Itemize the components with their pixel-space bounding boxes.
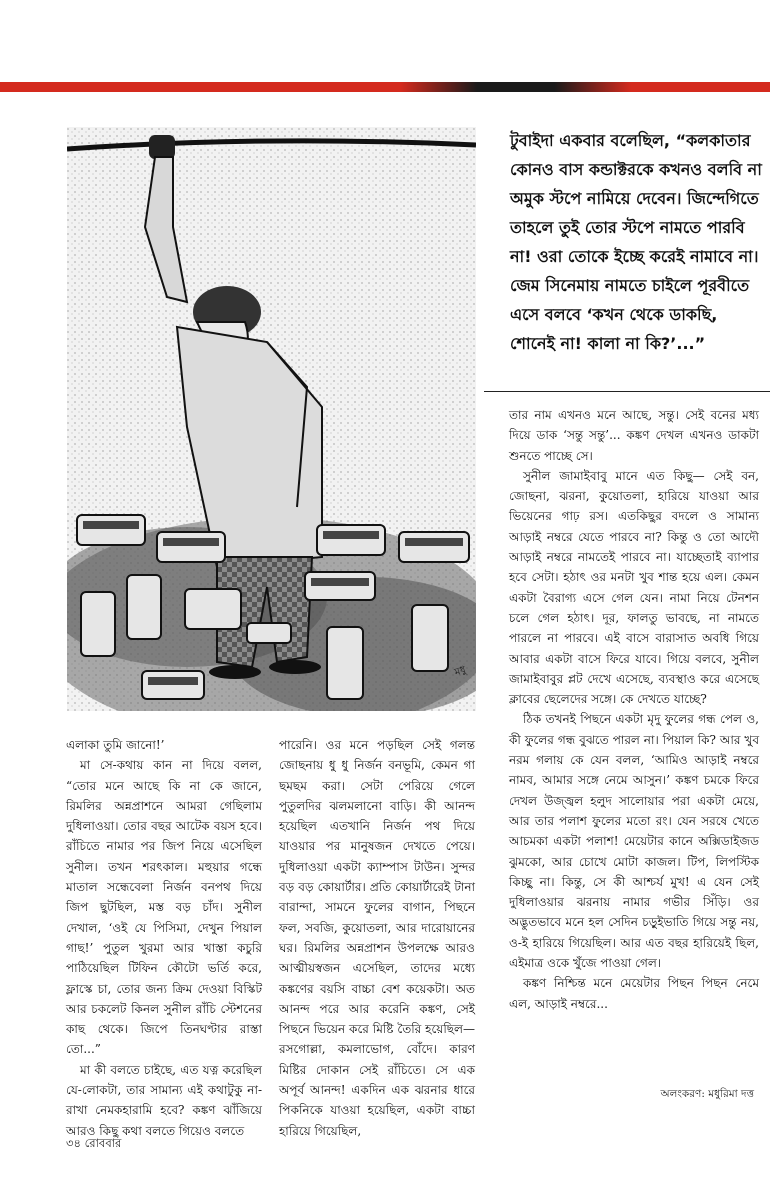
illustration-credit: অলংকরণ: মধুরিমা দত্ত xyxy=(660,1088,754,1100)
paragraph: এলাকা তুমি জানো!’ xyxy=(66,738,165,752)
illustration-man-hanging-bus-strap-icon xyxy=(67,127,476,711)
article-column-middle xyxy=(279,735,475,1141)
page-footer: ৩৪ রোববার xyxy=(66,1136,122,1150)
paragraph: সুনীল জামাইবাবু মানে এত কিছু— সেই বন, জোছনা, ঝরনা, কুয়োতলা, হারিয়ে যাওয়া আর ভিয়েনের গাঢ় রস। এতকিছুর বদলে ও সামান্য আড়াই নম্বরে যেতে পারবে না? কিন্তু ও তো আদৌ আড়াই নম্বরে নামতেই পারবে না। যাচ্ছেতাই ব্যাপার হবে সেটা। হঠাৎ ওর মনটা খুব শান্ত হয়ে এল। কেমন একটা বৈরাগ্য এসে গেল যেন। নামা নিয়ে টেনশন চলে গেল হঠাৎ। দূর, ফালতু ভাবছে, না নামতে পারলে না পারবে। এই বাসে বারাসাত অবধি গিয়ে আবার একটা বাসে ফিরে যাবে। গিয়ে বলবে, সুনীল জামাইবাবুর প্লট দেখে এসেছে, ব্যবস্থাও করে এসেছে ক্লাবের ছেলেদের সঙ্গে। কে দেখতে যাচ্ছে? xyxy=(509,468,759,707)
paragraph: মা কী বলতে চাইছে, এত যত্ন করেছিল যে-লোকটা, তার সামান্য এই কথাটুকু না-রাখা নেমকহারামি হবে? কঙ্কণ ঝাঁজিয়ে আরও কিছু কথা বলতে গিয়েও বলতে xyxy=(66,1062,262,1138)
article-column-left xyxy=(66,735,262,1141)
paragraph: ঠিক তখনই পিছনে একটা মৃদু ফুলের গন্ধ পেল ও, কী ফুলের গন্ধ বুঝতে পারল না। পিয়াল কি? আর খুব নরম গলায় কে যেন বলল, ‘আমিও আড়াই নম্বরে নামব, আমার সঙ্গে নেমে আসুন।’ কঙ্কণ চমকে ফিরে দেখল উজ্জ্বল হলুদ সালোয়ার পরা একটা মেয়ে, আর তার পলাশ ফুলের মতো রং। যেন সরষে খেতে আচমকা একটা পলাশ! মেয়েটার কানে অক্সিডাইজড ঝুমকো, আর চোখে মোটা কাজল। টিপ, লিপস্টিক কিচ্ছু না। কিন্তু, সে কী আশ্চর্য মুখ! এ যেন সেই দুধিলাওয়ার ঝরনায় নামার গভীর সিঁড়ি। ওর অদ্ভুতভাবে মনে হল সেদিন চড়ুইভাতি গিয়ে সন্তু নয়, ও-ই হারিয়ে গিয়েছিল। আর এত বছর হারিয়েই ছিল, এইমাত্র ওকে খুঁজে পাওয়া গেল। xyxy=(509,712,759,971)
header-accent-bar xyxy=(0,82,770,92)
paragraph: কঙ্কণ নিশ্চিন্ত মনে মেয়েটার পিছন পিছন নেমে এল, আড়াই নম্বরে... xyxy=(509,976,759,1011)
paragraph: পারেনি। ওর মনে পড়ছিল সেই গলন্ত জোছনায় ধু ধু নির্জন বনভূমি, কেমন গা ছমছম করা। সেটা পেরিয়ে গেলে পুতুলদির ঝলমলানো বাড়ি। কী আনন্দ হয়েছিল এতখানি নির্জন পথ দিয়ে যাওয়ার পর মানুষজন দেখতে পেয়ে। দুধিলাওয়া একটা ক্যাম্পাস টাউন। সুন্দর বড় বড় কোয়ার্টার। প্রতি কোয়ার্টারেই টানা বারান্দা, সামনে ফুলের বাগান, পিছনে ফল, সবজি, কুয়োতলা, আর দারোয়ানের ঘর। রিমলির অন্নপ্রাশন উপলক্ষে আরও আত্মীয়স্বজন এসেছিল, তাদের মধ্যে কঙ্কণের বয়সি বাচ্চা বেশ কয়েকটা। অত আনন্দ পরে আর করেনি কঙ্কণ, সেই পিছনে ভিয়েন করে মিষ্টি তৈরি হয়েছিল— রসগোল্লা, কমলাভোগ, বোঁদে। কারণ মিষ্টির দোকান সেই রাঁচিতে। সে এক অপূর্ব আনন্দ! একদিন এক ঝরনার ধারে পিকনিকে যাওয়া হয়েছিল, একটা বাচ্চা হারিয়ে গিয়েছিল, xyxy=(279,738,475,1138)
illustrator-signature: মধু xyxy=(453,664,468,679)
story-illustration xyxy=(67,127,476,711)
paragraph: তার নাম এখনও মনে আছে, সন্তু। সেই বনের মধ্য দিয়ে ডাক ‘সন্তু সন্তু’... কঙ্কণ দেখল এখনও ডাকটা শুনতে পাচ্ছে সে। xyxy=(509,408,759,463)
pull-quote: টুবাইদা একবার বলেছিল, “কলকাতার কোনও বাস কন্ডাক্টরকে কখনও বলবি না অমুক স্টপে নামিয়ে দেবেন। জিন্দেগিতে তাহলে তুই তোর স্টপে নামতে পারবি না! ওরা তোকে ইচ্ছে করেই নামাবে না। জেম সিনেমায় নামতে চাইলে পূরবীতে এসে বলবে ‘কখন থেকে ডাকছি, শোনেই না! কালা না কি?’...” xyxy=(510,131,762,353)
paragraph: মা সে-কথায় কান না দিয়ে বলল, “তোর মনে আছে কি না কে জানে, রিমলির অন্নপ্রাশনে আমরা গেছিলাম দুধিলাওয়া। তোর বছর আটেক বয়স হবে। রাঁচিতে নামার পর জিপ নিয়ে এসেছিল সুনীল। তখন শরৎকাল। মহুয়ার গন্ধে মাতাল সন্ধেবেলা নির্জন বনপথ দিয়ে জিপ ছুটছিল, মস্ত বড় চাঁদ। সুনীল দেখাল, ‘ওই যে পিসিমা, দেখুন পিয়াল গাছ!’ পুতুল খুরমা আর খাস্তা কচুরি পাঠিয়েছিল টিফিন কৌটো ভর্তি করে, ফ্লাস্কে চা, তোর জন্য ক্রিম দেওয়া বিস্কিট আর চকলেট কিনল সুনীল রাঁচি স্টেশনের কাছ থেকে। জিপে তিনঘণ্টার রাস্তা তো...” xyxy=(66,758,262,1057)
article-column-right xyxy=(509,405,759,1014)
pull-quote-rule xyxy=(484,391,770,392)
